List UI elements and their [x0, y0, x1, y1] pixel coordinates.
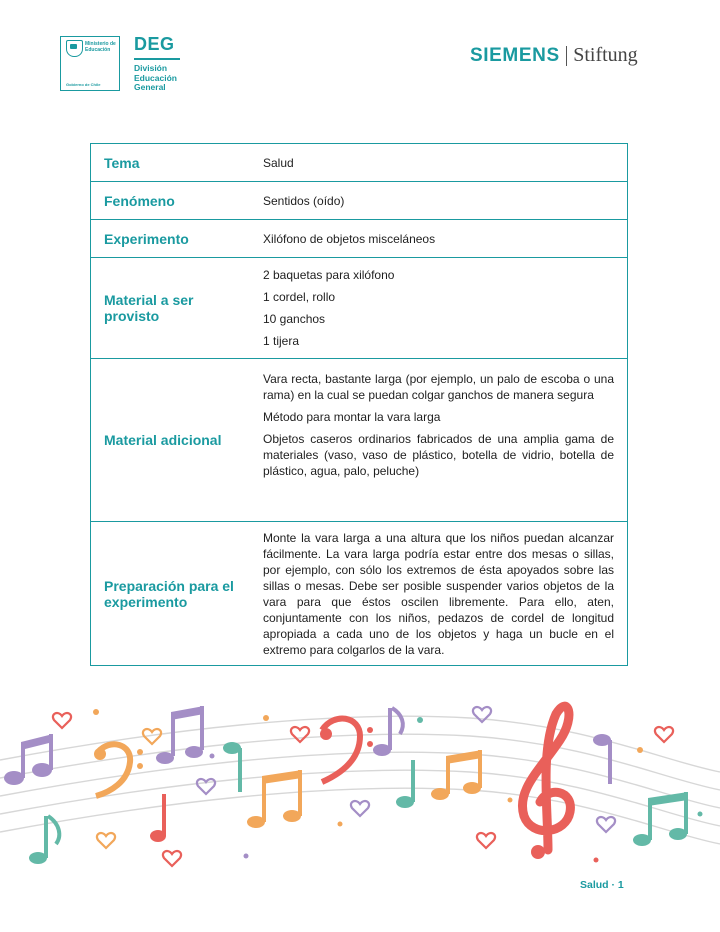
mineduc-logo: [60, 36, 120, 91]
row-label: Fenómeno: [104, 192, 175, 209]
value-text: Xilófono de objetos misceláneos: [263, 231, 436, 246]
table-row-tema: [91, 144, 627, 182]
purple-beamed-notes-icon: [156, 706, 204, 764]
row-value: [249, 258, 627, 358]
row-label: Material adicional: [104, 432, 222, 448]
value-item: 1 tijera: [263, 334, 300, 348]
purple-eighth-notes-icon: [4, 734, 53, 785]
teal-quarter-note-icon: [396, 760, 415, 808]
siemens-stiftung-logo: [470, 44, 638, 67]
ministry-text: Ministerio de Educación: [85, 41, 116, 53]
deg-divider: [134, 58, 180, 60]
music-notes-illustration: [0, 690, 720, 880]
value-text: Salud: [263, 155, 294, 170]
orange-beamed-notes-icon: [247, 770, 302, 828]
row-label: Preparación para el experimento: [104, 577, 234, 610]
page-number-label: Salud · 1: [580, 879, 624, 891]
table-row-preparacion: [91, 522, 627, 665]
logo-divider: [566, 46, 568, 66]
gov-text: Gobierno de Chile: [66, 82, 101, 87]
table-row-material-provisto: [91, 258, 627, 359]
table-row-experimento: [91, 220, 627, 258]
row-label: Material a ser provisto: [104, 292, 194, 324]
value-text: Sentidos (oído): [263, 193, 345, 208]
table-row-fenomeno: [91, 182, 627, 220]
dot-decorations: [93, 709, 703, 863]
deg-subtitle-line: General: [134, 82, 166, 92]
heart-decorations: [53, 707, 673, 866]
row-value: [249, 182, 627, 219]
teal-eighth-note-icon: [29, 816, 59, 864]
red-quarter-note-icon: [150, 794, 166, 842]
value-item: Objetos caseros ordinarios fabricados de una amplia gama de materiales (vaso, vaso de plástico, botella de vidrio, botella de plástico, agua, palo, peluche): [263, 432, 614, 478]
purple-eighth-note-icon: [373, 708, 403, 756]
value-item: 2 baquetas para xilófono: [263, 268, 395, 282]
row-value: [249, 220, 627, 257]
orange-beamed-notes-icon: [431, 750, 482, 800]
row-label: Experimento: [104, 230, 189, 247]
value-text: Monte la vara larga a una altura que los niños puedan alcanzar fácilmente. La vara larga podría estar entre dos mesas o sillas, por ejemplo, con sólo los extremos de ésta apoyados sobre las sillas o mesas. Debe ser posible suspender varios objetos de la vara para que éstos oscilen libremente. Para ello, aten, conjuntamente con los niños, pedazos de cordel de longitud apropiada a cada uno de los objetos y haga un bucle en el extremo para colgarlos de la vara.: [263, 530, 614, 657]
teal-beamed-notes-icon: [633, 792, 688, 846]
table-row-material-adicional: [91, 359, 627, 522]
experiment-info-table: [90, 143, 628, 666]
deg-title: DEG: [134, 34, 175, 54]
deg-subtitle-line: Educación: [134, 72, 177, 83]
row-value: [249, 522, 627, 665]
value-item: 10 ganchos: [263, 312, 326, 326]
value-item: 1 cordel, rollo: [263, 290, 336, 304]
siemens-brand: SIEMENS: [470, 44, 560, 66]
chile-shield-icon: [66, 40, 83, 57]
value-item: Método para montar la vara larga: [263, 410, 441, 424]
row-label: Tema: [104, 154, 140, 171]
stiftung-text: Stiftung: [573, 44, 638, 66]
teal-eighth-note-icon: [223, 742, 242, 792]
deg-logo: [134, 34, 180, 93]
row-value: [249, 144, 627, 181]
row-value: [249, 359, 627, 521]
value-item: Vara recta, bastante larga (por ejemplo, un palo de escoba o una rama) en la cual se puedan colgar ganchos de manera segura: [263, 372, 614, 402]
purple-eighth-note-icon: [593, 734, 612, 784]
deg-subtitle-line: División: [134, 63, 168, 73]
